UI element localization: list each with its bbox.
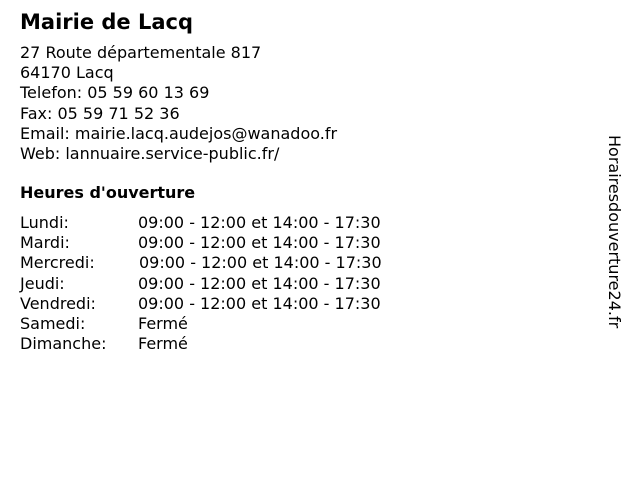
email-line: Email: mairie.lacq.audejos@wanadoo.fr: [20, 123, 338, 143]
hours-time: 09:00 - 12:00 et 14:00 - 17:30: [138, 233, 381, 253]
web-line: Web: lannuaire.service-public.fr/: [20, 143, 280, 163]
hours-time: Fermé: [138, 334, 188, 354]
hours-time: Fermé: [138, 313, 188, 333]
fax-line: Fax: 05 59 71 52 36: [20, 103, 180, 123]
contact-info: [20, 43, 337, 164]
hours-time: 09:00 - 12:00 et 14:00 - 17:30: [138, 213, 381, 232]
site-watermark-label: Horairesdouverture24.fr: [605, 135, 624, 329]
page-title: Mairie de Lacq: [20, 10, 193, 34]
hours-day: Lundi:: [20, 213, 69, 232]
hours-time: 09:00 - 12:00 et 14:00 - 17:30: [139, 253, 382, 273]
hours-day: Mardi:: [20, 233, 70, 253]
hours-time: 09:00 - 12:00 et 14:00 - 17:30: [138, 273, 381, 293]
hours-day: Dimanche:: [20, 334, 107, 354]
hours-time: 09:00 - 12:00 et 14:00 - 17:30: [138, 293, 381, 313]
city-line: 64170 Lacq: [20, 63, 114, 83]
hours-heading: Heures d'ouverture: [20, 183, 196, 202]
hours-day: Jeudi:: [20, 273, 65, 293]
address-line: 27 Route départementale 817: [20, 43, 262, 62]
hours-day: Mercredi:: [20, 253, 95, 273]
hours-day: Samedi:: [20, 313, 86, 333]
phone-line: Telefon: 05 59 60 13 69: [20, 83, 210, 103]
hours-day: Vendredi:: [20, 293, 96, 313]
